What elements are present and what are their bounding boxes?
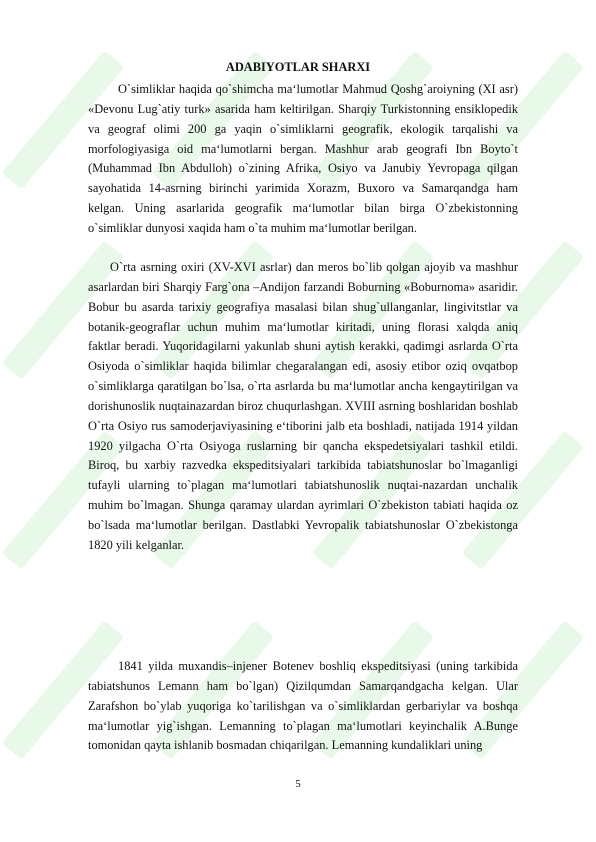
document-title: ADABIYOTLAR SHARXI bbox=[225, 60, 371, 74]
paragraph-3: 1841 yilda muxandis–injener Botenev boshliq ekspeditsiyasi (uning tarkibida tabiatshunos Lemann ham bo`lgan) Qizilqumdan Samarqandgacha kelgan. Ular Zarafshon bo`ylab yuqoriga ko`tarilishgan va o`simliklardan gerbariylar va boshqa ma‘lumotlar yig`ishgan. Lemanning to`plagan ma‘lumotlari keyinchalik A.Bunge tomonidan qayta ishlanib bosmadan chiqarilgan. Lemanning kundaliklari uning bbox=[88, 659, 518, 753]
paragraph-2: O`rta asrning oxiri (XV-XVI asrlar) dan meros bo`lib qolgan ajoyib va mashhur asarlardan biri Sharqiy Farg`ona –Andijon farzandi Boburning «Boburnoma» asaridir. Bobur bu asarda tarixiy geografiya masalasi bilan shug`ullanganlar, lingivitstlar va botanik-geograflar uchun muhim ma‘lumotlar kiritadi, uning florasi xalqda aniq faktlar beradi. Yuqoridagilarni yakunlab shuni aytish kerakki, qadimgi asrlarda O`rta Osiyoda o`simliklar haqida bilimlar chegaralangan edi, asosiy etibor oziq ovqatbop o`simliklarga qaratilgan bo`lsa, o`rta asrlarda bu ma‘lumotlar ancha kengaytirilgan va dorishunoslik nuqtainazardan biroz chuqurlashgan. XVIII asrning boshlaridan boshlab O`rta Osiyo rus samoderjaviyasining e‘tiborini jalb eta boshladi, natijada 1914 yildan 1920 yilgacha O`rta Osiyoga ruslarning bir qancha ekspedetsiyalari tashkil etildi. Biroq, bu xarbiy razvedka ekspeditsiyalari tarkibida tabiatshunoslar bo`lmaganligi tufayli ularning to`plagan ma‘lumotlari tabiatshunoslik nuqtai-nazardan unchalik muhim bo`lmagan. Shunga qaramay ulardan ayrimlari O`zbekiston tabiati haqida oz bo`lsada ma‘lumotlar berilgan. Dastlabki Yevropalik tabiatshunoslar O`zbekistonga 1820 yili kelganlar. bbox=[88, 260, 518, 552]
page-number: 5 bbox=[295, 778, 301, 790]
paragraph-1: O`simliklar haqida qo`shimcha ma‘lumotlar Mahmud Qoshg`aroiyning (XI asr) «Devonu Lug`atiy turk» asarida ham keltirilgan. Sharqiy Turkistonning ensiklopedik va geograf olimi 200 ga yaqin o`simliklarni geografik, ekologik tarqalishi va morfologiyasiga oid ma‘lumotlarni bergan. Mashhur arab geografi Ibn Boyto`t (Muhammad Ibn Abdulloh) o`zining Afrika, Osiyo va Janubiy Yevropaga qilgan sayohatida 14-asrning birinchi yarimida Xorazm, Buxoro va Samarqandga ham kelgan. Uning asarlarida geografik ma‘lumotlar bilan birga O`zbekistonning o`simliklar dunyosi xaqida ham o`ta muhim ma‘lumotlar berilgan. bbox=[88, 82, 518, 235]
